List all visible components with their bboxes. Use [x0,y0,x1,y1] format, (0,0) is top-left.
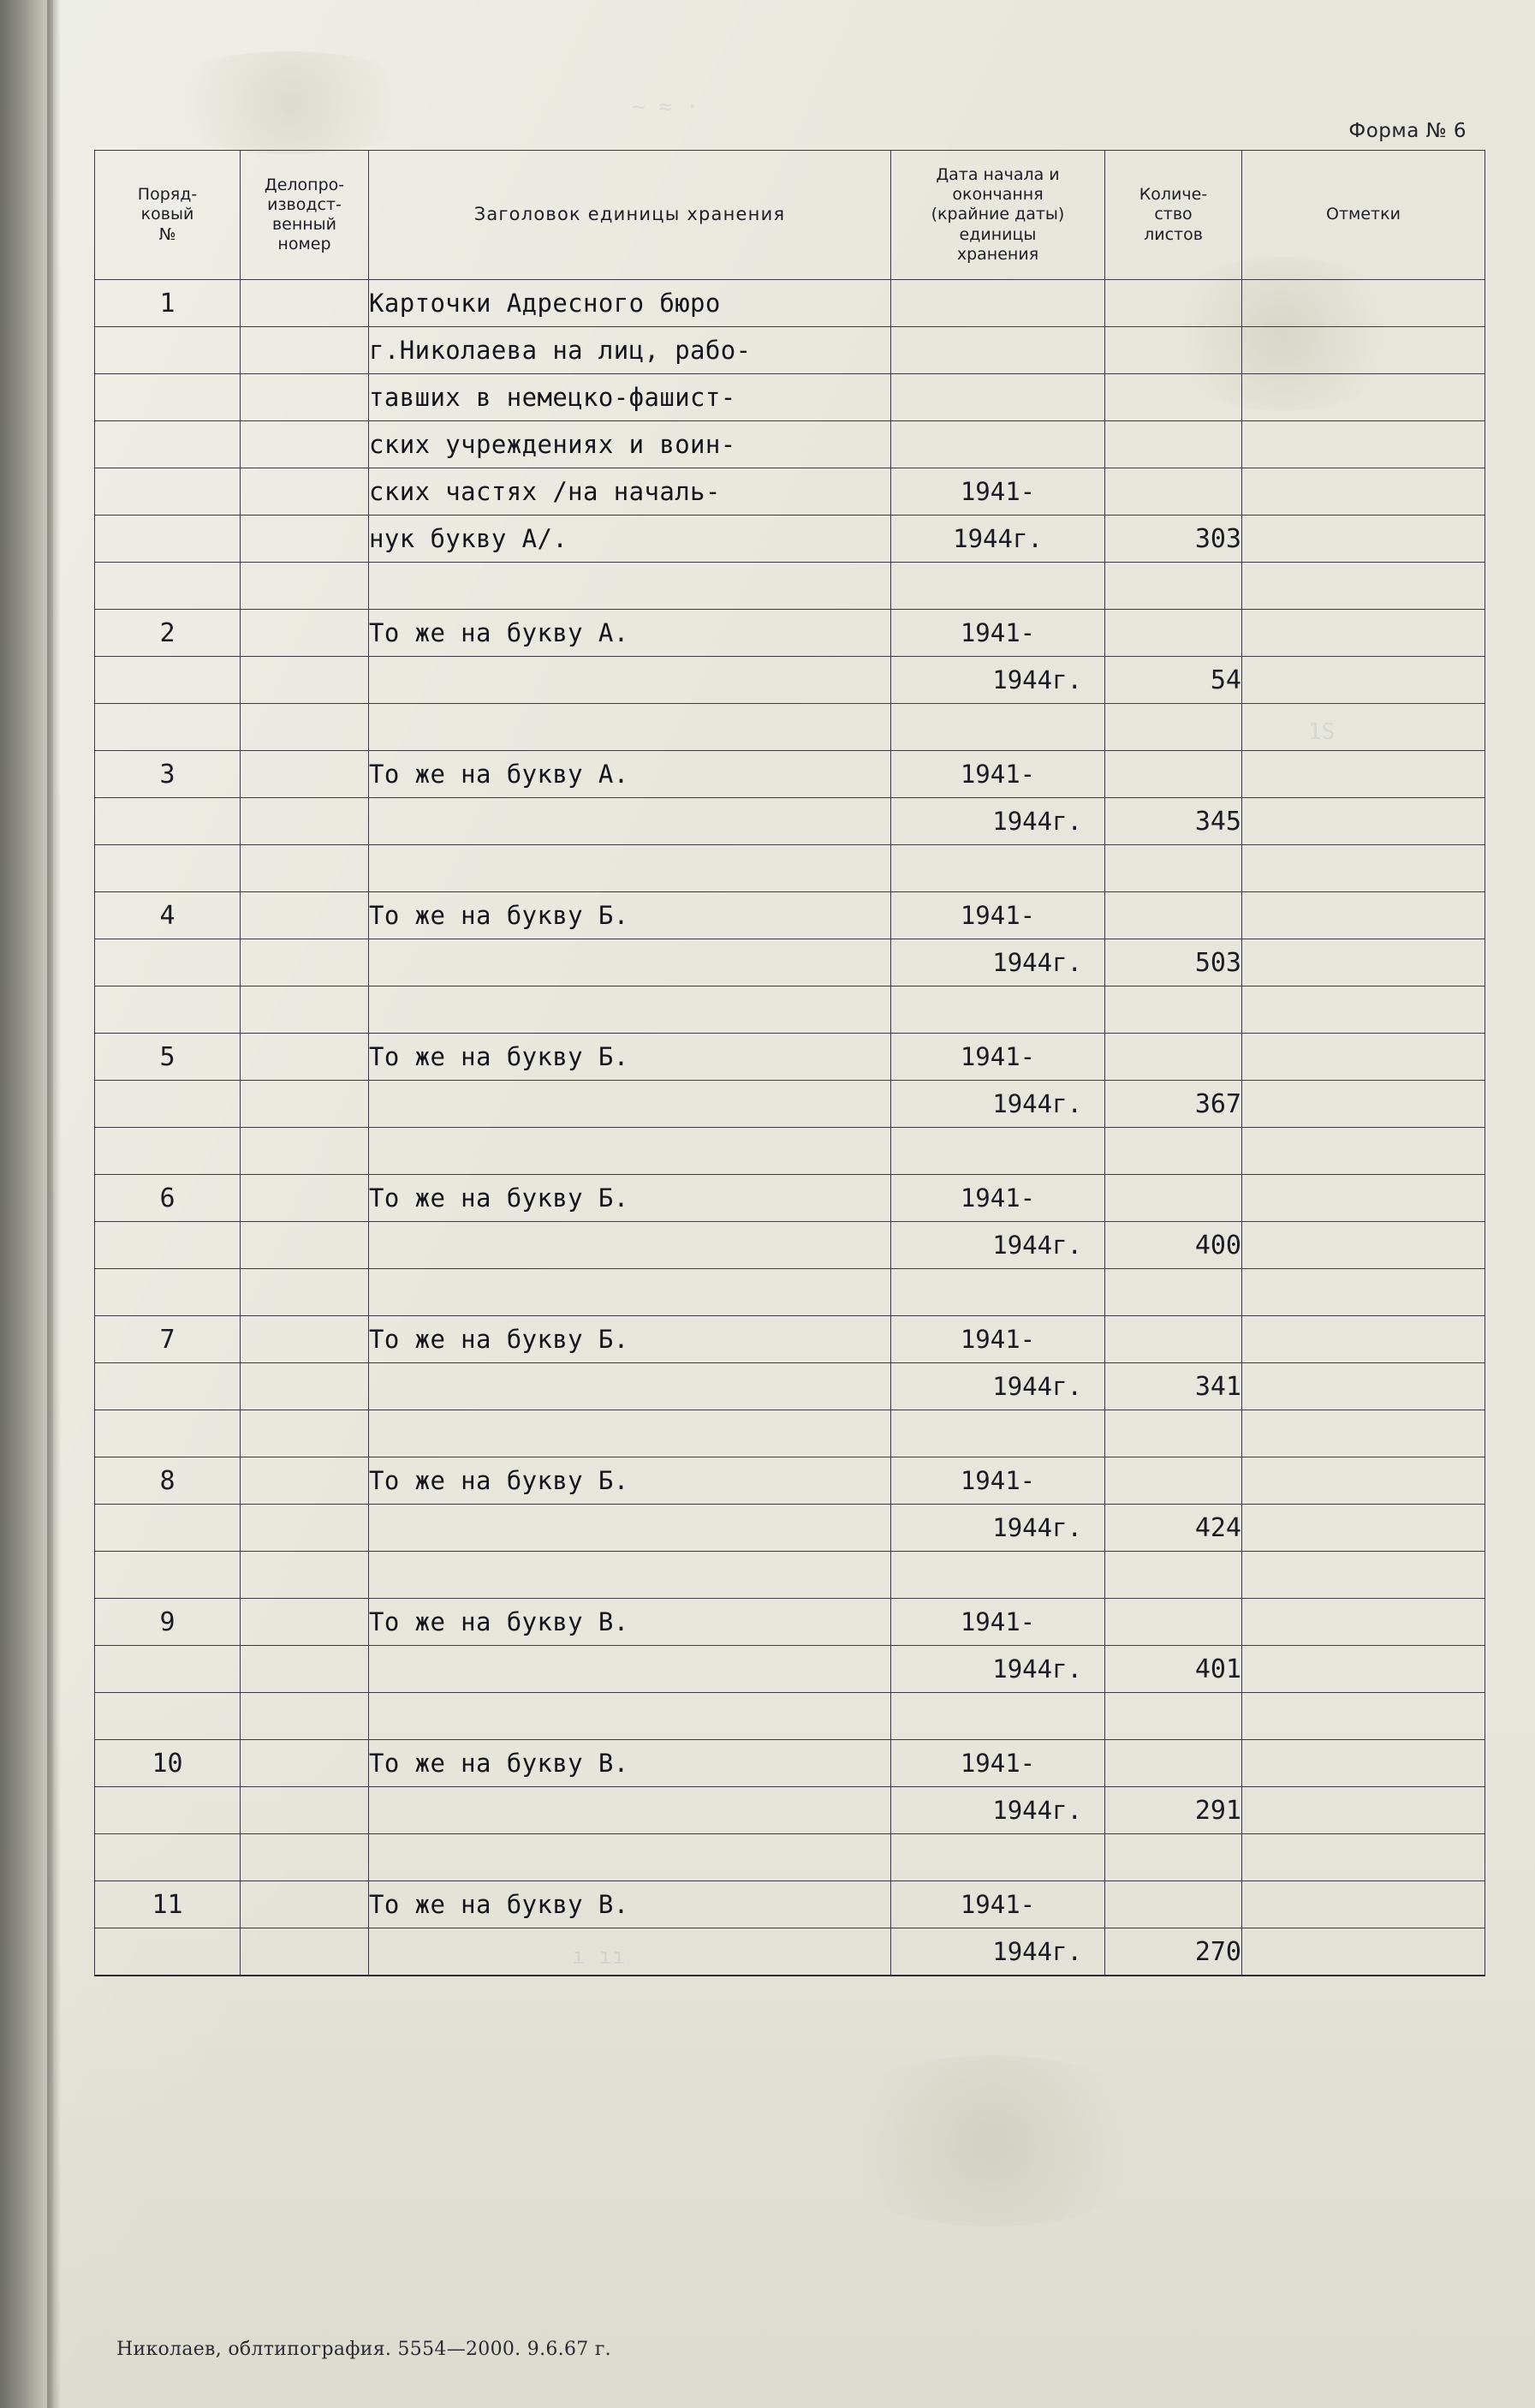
cell-date [891,1693,1105,1740]
cell-title [369,986,891,1034]
cell-title: То же на букву В. [369,1881,891,1928]
cell-office-number [241,798,369,845]
cell-order-number [95,1552,241,1599]
table-row [95,1881,1485,1928]
header-dates-line5: хранения [956,244,1039,264]
inventory-table-wrapper [94,150,1484,1976]
cell-title: То же на букву В. [369,1740,891,1787]
cell-date: 1941- [891,1599,1105,1646]
cell-date: 1944г. [891,1222,1105,1269]
cell-office-number [241,1646,369,1693]
cell-notes [1242,986,1485,1034]
table-header-row [95,151,1485,280]
cell-title: То же на букву В. [369,1599,891,1646]
cell-order-number [95,516,241,563]
cell-sheets [1105,610,1242,657]
cell-notes [1242,516,1485,563]
cell-office-number [241,468,369,516]
table-row [95,1599,1485,1646]
cell-notes [1242,1128,1485,1175]
table-row [95,845,1485,892]
cell-sheets: 424 [1105,1505,1242,1552]
cell-title [369,1269,891,1316]
header-office-number-line3: венный [271,215,337,234]
cell-notes [1242,939,1485,986]
header-order-number [95,151,241,280]
cell-notes [1242,1363,1485,1410]
cell-order-number [95,421,241,468]
cell-date [891,1128,1105,1175]
table-row [95,704,1485,751]
binding-shadow [0,0,53,2408]
cell-date: 1944г. [891,657,1105,704]
cell-date: 1944г. [891,1363,1105,1410]
cell-notes [1242,610,1485,657]
cell-sheets: 503 [1105,939,1242,986]
cell-date: 1944г. [891,798,1105,845]
cell-date [891,421,1105,468]
cell-office-number [241,704,369,751]
header-sheet-count-line3: листов [1144,224,1203,244]
table-row [95,1175,1485,1222]
header-sheet-count [1105,151,1242,280]
cell-sheets: 367 [1105,1081,1242,1128]
table-row [95,1222,1485,1269]
cell-date [891,704,1105,751]
cell-date [891,1410,1105,1457]
cell-title [369,657,891,704]
cell-title [369,1363,891,1410]
cell-date: 1941- [891,1881,1105,1928]
cell-sheets [1105,892,1242,939]
cell-office-number [241,1505,369,1552]
cell-notes [1242,892,1485,939]
cell-order-number: 2 [95,610,241,657]
cell-notes [1242,1834,1485,1881]
form-number-label: Форма № 6 [1348,120,1467,142]
cell-date: 1944г. [891,1787,1105,1834]
cell-order-number [95,1693,241,1740]
cell-sheets [1105,986,1242,1034]
table-row [95,1410,1485,1457]
cell-notes [1242,798,1485,845]
cell-date: 1944г. [891,1505,1105,1552]
cell-title: нук букву А/. [369,516,891,563]
cell-office-number [241,1552,369,1599]
header-storage-unit-title: Заголовок единицы хранения [369,151,891,280]
cell-title [369,845,891,892]
cell-date [891,845,1105,892]
cell-date: 1941- [891,1034,1105,1081]
cell-notes [1242,1457,1485,1505]
cell-date: 1944г. [891,1081,1105,1128]
table-row [95,1646,1485,1693]
cell-order-number [95,1834,241,1881]
cell-notes [1242,1175,1485,1222]
cell-title [369,1081,891,1128]
cell-sheets [1105,563,1242,610]
header-dates-line4: единицы [959,224,1037,244]
cell-sheets: 341 [1105,1363,1242,1410]
cell-date: 1941- [891,1316,1105,1363]
cell-notes [1242,1928,1485,1976]
cell-order-number [95,657,241,704]
cell-sheets [1105,1552,1242,1599]
cell-title: То же на букву А. [369,751,891,798]
cell-title: ских учреждениях и воин- [369,421,891,468]
cell-title [369,1222,891,1269]
cell-sheets: 400 [1105,1222,1242,1269]
cell-notes [1242,1222,1485,1269]
cell-sheets: 270 [1105,1928,1242,1976]
table-row [95,468,1485,516]
header-dates-line2: окончання [952,185,1044,205]
cell-order-number [95,468,241,516]
cell-order-number: 5 [95,1034,241,1081]
cell-order-number [95,1081,241,1128]
cell-sheets [1105,751,1242,798]
cell-office-number [241,1834,369,1881]
cell-order-number [95,1787,241,1834]
cell-office-number [241,1316,369,1363]
cell-office-number [241,892,369,939]
header-order-number-line2: ковый [140,205,194,224]
cell-date [891,280,1105,327]
cell-office-number [241,421,369,468]
cell-sheets [1105,1599,1242,1646]
cell-notes [1242,563,1485,610]
cell-notes [1242,751,1485,798]
cell-sheets: 291 [1105,1787,1242,1834]
cell-title: тавших в немецко-фашист- [369,374,891,421]
cell-notes [1242,1410,1485,1457]
cell-date: 1944г. [891,1646,1105,1693]
cell-date: 1941- [891,1457,1105,1505]
cell-sheets [1105,327,1242,374]
cell-date [891,374,1105,421]
table-row [95,892,1485,939]
table-row [95,1081,1485,1128]
cell-date [891,1834,1105,1881]
cell-office-number [241,1693,369,1740]
cell-title [369,1693,891,1740]
cell-sheets [1105,468,1242,516]
cell-notes [1242,468,1485,516]
header-notes: Отметки [1242,151,1485,280]
cell-title [369,1552,891,1599]
cell-office-number [241,280,369,327]
table-row [95,1316,1485,1363]
cell-date: 1944г. [891,1928,1105,1976]
cell-sheets [1105,1316,1242,1363]
cell-sheets: 54 [1105,657,1242,704]
table-row [95,327,1485,374]
header-sheet-count-line2: ство [1154,205,1193,224]
cell-title: То же на букву Б. [369,1034,891,1081]
table-row [95,657,1485,704]
cell-title [369,1505,891,1552]
cell-sheets: 303 [1105,516,1242,563]
cell-sheets [1105,1128,1242,1175]
header-sheet-count-line1: Количе- [1139,185,1208,205]
header-office-number-line1: Делопро- [264,175,345,194]
cell-office-number [241,610,369,657]
cell-office-number [241,845,369,892]
table-row [95,1269,1485,1316]
cell-office-number [241,1740,369,1787]
cell-office-number [241,327,369,374]
cell-order-number [95,374,241,421]
cell-notes [1242,1505,1485,1552]
cell-sheets [1105,421,1242,468]
cell-order-number [95,798,241,845]
cell-sheets [1105,374,1242,421]
cell-sheets [1105,1881,1242,1928]
cell-title [369,704,891,751]
header-dates-line1: Дата начала и [936,165,1060,185]
table-row [95,374,1485,421]
cell-office-number [241,657,369,704]
cell-date: 1941- [891,892,1105,939]
table-row [95,798,1485,845]
cell-sheets [1105,704,1242,751]
cell-order-number: 4 [95,892,241,939]
table-row [95,1740,1485,1787]
cell-notes [1242,1693,1485,1740]
cell-sheets [1105,1034,1242,1081]
cell-title [369,939,891,986]
cell-office-number [241,1410,369,1457]
cell-sheets: 345 [1105,798,1242,845]
cell-order-number: 6 [95,1175,241,1222]
header-order-number-line3: № [158,224,176,244]
paper-stain [812,2055,1171,2226]
cell-order-number: 10 [95,1740,241,1787]
cell-title [369,1928,891,1976]
cell-order-number: 9 [95,1599,241,1646]
cell-order-number [95,704,241,751]
cell-order-number [95,1269,241,1316]
cell-order-number: 3 [95,751,241,798]
table-row [95,516,1485,563]
cell-sheets [1105,1269,1242,1316]
cell-title: То же на букву Б. [369,892,891,939]
cell-notes [1242,1740,1485,1787]
cell-order-number [95,1222,241,1269]
table-row [95,1552,1485,1599]
cell-sheets [1105,1410,1242,1457]
cell-sheets [1105,1693,1242,1740]
cell-office-number [241,516,369,563]
table-row [95,280,1485,327]
cell-order-number [95,986,241,1034]
cell-notes [1242,327,1485,374]
cell-office-number [241,374,369,421]
header-dates [891,151,1105,280]
table-row [95,1505,1485,1552]
cell-notes [1242,1316,1485,1363]
table-row [95,1034,1485,1081]
table-row [95,1693,1485,1740]
cell-office-number [241,939,369,986]
cell-office-number [241,1599,369,1646]
cell-title [369,798,891,845]
header-dates-line3: (крайние даты) [931,205,1065,224]
table-row [95,1928,1485,1976]
cell-office-number [241,986,369,1034]
header-order-number-line1: Поряд- [137,185,198,205]
cell-office-number [241,563,369,610]
cell-order-number [95,845,241,892]
cell-notes [1242,1034,1485,1081]
table-row [95,986,1485,1034]
cell-title: Карточки Адресного бюро [369,280,891,327]
cell-order-number [95,939,241,986]
cell-date [891,986,1105,1034]
table-row [95,939,1485,986]
cell-sheets: 401 [1105,1646,1242,1693]
cell-notes [1242,1269,1485,1316]
paper-sheet [41,0,1535,2408]
cell-office-number [241,1034,369,1081]
cell-date: 1941- [891,1175,1105,1222]
cell-sheets [1105,845,1242,892]
table-row [95,610,1485,657]
cell-office-number [241,1269,369,1316]
cell-sheets [1105,1457,1242,1505]
cell-date [891,327,1105,374]
cell-order-number [95,1363,241,1410]
cell-notes [1242,1599,1485,1646]
cell-date [891,1552,1105,1599]
table-row [95,751,1485,798]
cell-office-number [241,1363,369,1410]
bleed-through-text: 1S [1308,719,1336,745]
cell-order-number [95,1928,241,1976]
cell-sheets [1105,1834,1242,1881]
cell-title [369,1128,891,1175]
bleed-through-text: ı ıı [572,1944,626,1970]
cell-notes [1242,657,1485,704]
cell-title: То же на букву А. [369,610,891,657]
cell-date: 1941- [891,751,1105,798]
cell-notes [1242,704,1485,751]
cell-notes [1242,421,1485,468]
cell-date: 1941- [891,610,1105,657]
cell-office-number [241,1081,369,1128]
cell-date: 1944г. [891,939,1105,986]
cell-date: 1944г. [891,516,1105,563]
cell-title: ских частях /на началь- [369,468,891,516]
cell-office-number [241,1222,369,1269]
cell-title [369,563,891,610]
printing-house-imprint: Николаев, облтипография. 5554—2000. 9.6.67 г. [116,2339,611,2360]
cell-order-number: 11 [95,1881,241,1928]
cell-order-number [95,563,241,610]
cell-order-number: 8 [95,1457,241,1505]
table-row [95,1457,1485,1505]
cell-office-number [241,1457,369,1505]
cell-notes [1242,1787,1485,1834]
inventory-table [94,150,1485,1976]
table-row [95,1834,1485,1881]
cell-title [369,1834,891,1881]
cell-office-number [241,1128,369,1175]
paper-stain [144,51,435,154]
cell-title [369,1646,891,1693]
binding-edge [47,0,61,2408]
cell-date [891,563,1105,610]
table-row [95,1363,1485,1410]
cell-title: То же на букву Б. [369,1175,891,1222]
cell-office-number [241,751,369,798]
cell-office-number [241,1881,369,1928]
cell-title: г.Николаева на лиц, рабо- [369,327,891,374]
cell-notes [1242,374,1485,421]
cell-notes [1242,1081,1485,1128]
cell-notes [1242,1552,1485,1599]
cell-date: 1941- [891,468,1105,516]
cell-date: 1941- [891,1740,1105,1787]
cell-title: То же на букву Б. [369,1316,891,1363]
cell-order-number [95,1505,241,1552]
bleed-through-text: ~ ≈ · [632,94,699,120]
cell-title [369,1410,891,1457]
cell-notes [1242,845,1485,892]
cell-order-number [95,327,241,374]
cell-order-number [95,1646,241,1693]
cell-notes [1242,1646,1485,1693]
cell-order-number [95,1410,241,1457]
cell-sheets [1105,280,1242,327]
cell-sheets [1105,1740,1242,1787]
table-row [95,1787,1485,1834]
table-row [95,1128,1485,1175]
cell-office-number [241,1175,369,1222]
cell-office-number [241,1787,369,1834]
table-row [95,563,1485,610]
cell-order-number: 1 [95,280,241,327]
cell-notes [1242,280,1485,327]
cell-title [369,1787,891,1834]
cell-title: То же на букву Б. [369,1457,891,1505]
cell-notes [1242,1881,1485,1928]
cell-sheets [1105,1175,1242,1222]
header-office-number-line4: номер [277,235,331,254]
header-office-number [241,151,369,280]
header-office-number-line2: изводст- [267,194,342,214]
cell-order-number: 7 [95,1316,241,1363]
cell-order-number [95,1128,241,1175]
table-row [95,421,1485,468]
cell-office-number [241,1928,369,1976]
cell-date [891,1269,1105,1316]
